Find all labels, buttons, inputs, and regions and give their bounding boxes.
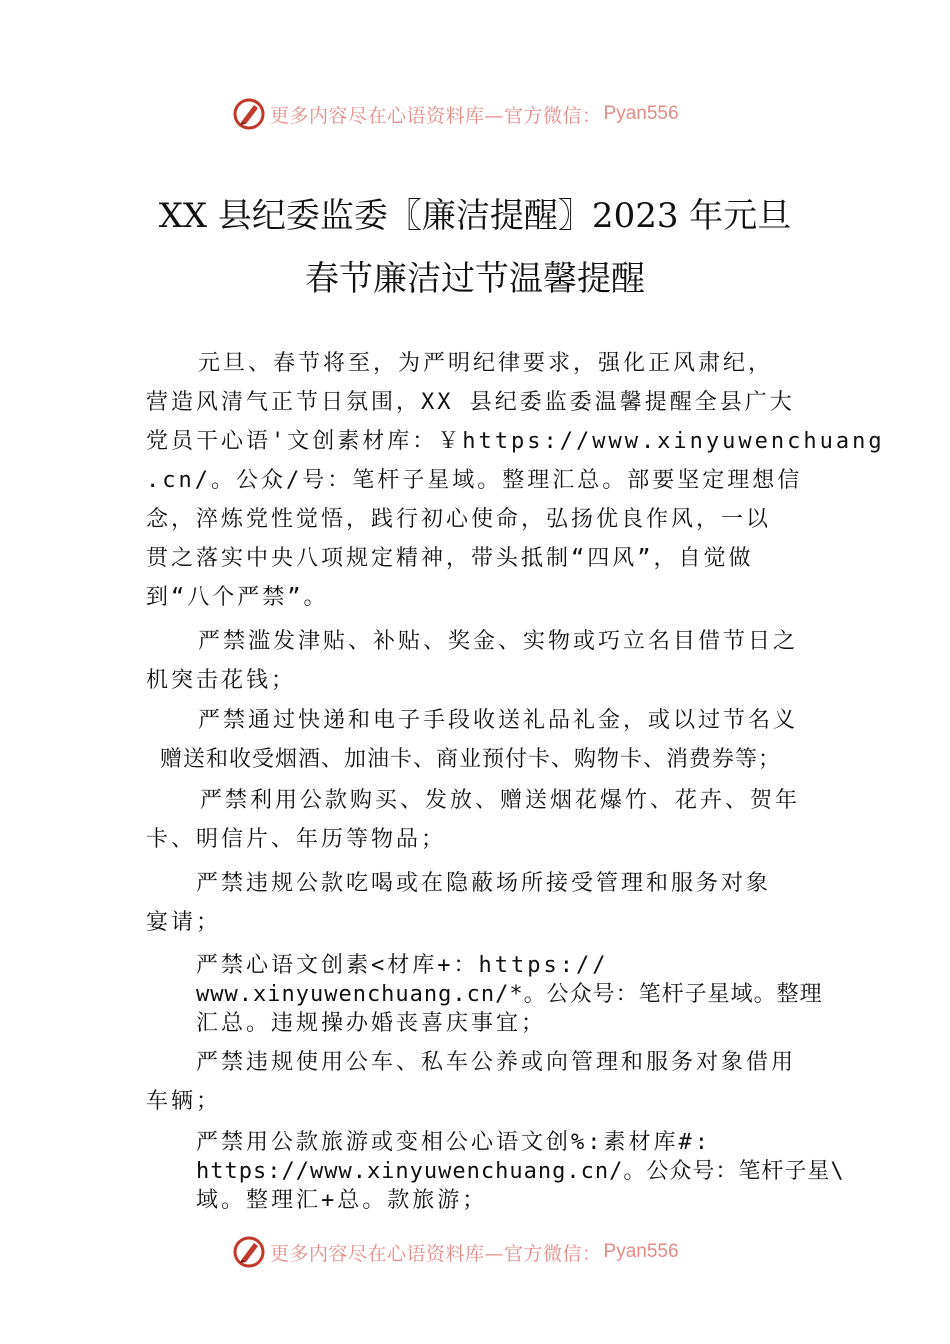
paragraph-5-line-1: 严禁违规公款吃喝或在隐蔽场所接受管理和服务对象 [196,871,772,896]
banner-text: 更多内容尽在心语资料库—官方微信： [270,104,602,127]
header-banner [0,94,950,134]
paragraph-4-line-1: 严禁利用公款购买、发放、赠送烟花爆竹、花卉、贺年 [200,788,801,813]
page-title-line-2: 春节廉洁过节温馨提醒 [305,259,645,299]
paragraph-8-line-3: 域。整理汇+总。款旅游； [196,1188,488,1213]
paragraph-3-line-2: 赠送和收受烟酒、加油卡、商业预付卡、购物卡、消费券等； [160,747,782,772]
paragraph-6-line-2: www.xinyuwenchuang.cn/*。公众号：笔杆子星域。整理 [196,982,823,1007]
paragraph-1-line-5: 念，淬炼党性觉悟，践行初心使命，弘扬优良作风，一以 [146,507,772,532]
paragraph-8-line-1: 严禁用公款旅游或变相公心语文创%:素材库#: [196,1130,711,1155]
pen-logo-icon [232,97,266,131]
paragraph-7-line-2: 车辆； [146,1089,222,1114]
paragraph-8-line-2: https://www.xinyuwenchuang.cn/。公众号：笔杆子星\ [196,1159,845,1184]
paragraph-4-line-2: 卡、明信片、年历等物品； [146,827,447,852]
footer-banner [0,1232,950,1272]
paragraph-1-line-3: 党员干心语'文创素材库：￥https://www.xinyuwenchuang [146,429,885,454]
page-title-line-1: XX 县纪委监委〖廉洁提醒〗2023 年元旦 [158,196,792,236]
paragraph-1-line-2: 营造风清气正节日氛围，XX 县纪委监委温馨提醒全县广大 [146,390,795,415]
footer-banner-wechat-id: Pyan556 [603,1241,679,1262]
paragraph-1-line-1: 元旦、春节将至，为严明纪律要求，强化正风肃纪， [198,351,774,376]
paragraph-1-line-7: 到“八个严禁”。 [146,585,329,610]
paragraph-2-line-2: 机突击花钱； [146,668,297,693]
banner-wechat-id: Pyan556 [603,103,679,124]
paragraph-1-line-6: 贯之落实中央八项规定精神，带头抵制“四风”，自觉做 [146,546,754,571]
footer-banner-text: 更多内容尽在心语资料库—官方微信： [270,1242,602,1265]
paragraph-7-line-1: 严禁违规使用公车、私车公养或向管理和服务对象借用 [196,1050,797,1075]
paragraph-3-line-1: 严禁通过快递和电子手段收送礼品礼金，或以过节名义 [198,708,799,733]
pen-logo-icon [232,1235,266,1269]
paragraph-6-line-3: 汇总。违规操办婚丧喜庆事宜； [196,1011,547,1036]
paragraph-5-line-2: 宴请； [146,910,222,935]
paragraph-2-line-1: 严禁滥发津贴、补贴、奖金、实物或巧立名目借节日之 [198,629,799,654]
paragraph-6-line-1: 严禁心语文创素<材库+：https:// [196,953,609,978]
paragraph-1-line-4: .cn/。公众/号：笔杆子星域。整理汇总。部要坚定理想信 [146,468,803,493]
